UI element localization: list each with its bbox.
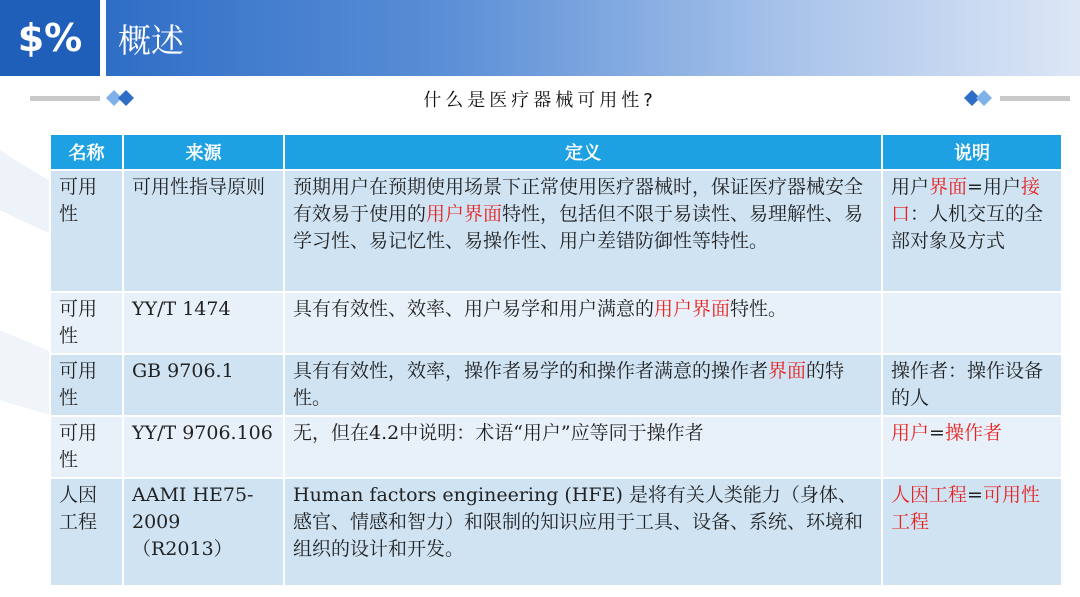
- text-segment: 用户: [891, 176, 930, 198]
- cell-definition: [284, 354, 882, 416]
- highlight-text: 用户界面: [654, 298, 731, 320]
- text-segment: 预期用户在预期使用场景下正常使用医疗器械时，保证医疗器械安全有效易于使用的: [293, 176, 864, 225]
- title-bar: [106, 0, 1080, 76]
- page-title: 概述: [118, 20, 184, 60]
- cell-source: 可用性指导原则: [123, 170, 284, 292]
- logo: [0, 0, 100, 76]
- highlight-text: 用户界面: [426, 203, 503, 225]
- cell-note: [882, 478, 1062, 586]
- text-segment: 无，但在4.2中说明：术语“用户”应等同于操作者: [293, 422, 704, 444]
- cell-definition: [284, 170, 882, 292]
- header-definition: 定义: [284, 134, 882, 170]
- highlight-text: 接口: [891, 176, 1040, 225]
- text-segment: =: [929, 422, 945, 444]
- text-segment: 具有有效性，效率，操作者易学的和操作者满意的操作者: [293, 360, 769, 382]
- highlight-text: 人因工程: [891, 484, 968, 506]
- text-segment: ：人机交互的全部对象及方式: [891, 203, 1044, 252]
- table-row: [50, 354, 1062, 416]
- cell-name: 可用性: [50, 416, 123, 478]
- header-note: 说明: [882, 134, 1062, 170]
- highlight-text: 可用性工程: [891, 484, 1040, 533]
- highlight-text: 界面: [929, 176, 968, 198]
- definition-table: [49, 133, 1063, 587]
- right-diamond-decoration: [958, 88, 1070, 108]
- cell-source: AAMI HE75-2009 （R2013）: [123, 478, 284, 586]
- cell-note: [882, 416, 1062, 478]
- text-segment: 的特性。: [293, 360, 845, 409]
- cell-name: 可用性: [50, 170, 123, 292]
- cell-definition: [284, 292, 882, 354]
- subtitle: 什么是医疗器械可用性?: [423, 90, 657, 111]
- table-row: [50, 416, 1062, 478]
- cell-source: GB 9706.1: [123, 354, 284, 416]
- table-header-row: [50, 134, 1062, 170]
- table-row: [50, 170, 1062, 292]
- cell-source: YY/T 1474: [123, 292, 284, 354]
- highlight-text: 用户: [891, 422, 930, 444]
- cell-name: 可用性: [50, 292, 123, 354]
- cell-source: YY/T 9706.106: [123, 416, 284, 478]
- cell-note: [882, 354, 1062, 416]
- highlight-text: 操作者: [944, 422, 1002, 444]
- cell-name: 可用性: [50, 354, 123, 416]
- header-source: 来源: [123, 134, 284, 170]
- table-row: [50, 478, 1062, 586]
- cell-definition: [284, 478, 882, 586]
- cell-note: [882, 170, 1062, 292]
- cell-name: 人因工程: [50, 478, 123, 586]
- text-segment: 特性。: [730, 298, 788, 320]
- header-name: 名称: [50, 134, 123, 170]
- text-segment: 操作者：操作设备的人: [891, 360, 1044, 409]
- text-segment: =: [967, 484, 983, 506]
- table-row: [50, 292, 1062, 354]
- cell-note: [882, 292, 1062, 354]
- cell-definition: [284, 416, 882, 478]
- text-segment: =用户: [967, 176, 1021, 198]
- logo-text: $%: [17, 16, 83, 60]
- text-segment: 具有有效性、效率、用户易学和用户满意的: [293, 298, 655, 320]
- text-segment: Human factors engineering (HFE) 是将有关人类能力（身体、感官、情感和智力）和限制的知识应用于工具、设备、系统、环境和组织的设计和开发。: [293, 484, 864, 560]
- highlight-text: 界面: [768, 360, 807, 382]
- text-segment: 特性，包括但不限于易读性、易理解性、易学习性、易记忆性、易操作性、用户差错防御性等特性。: [293, 203, 864, 252]
